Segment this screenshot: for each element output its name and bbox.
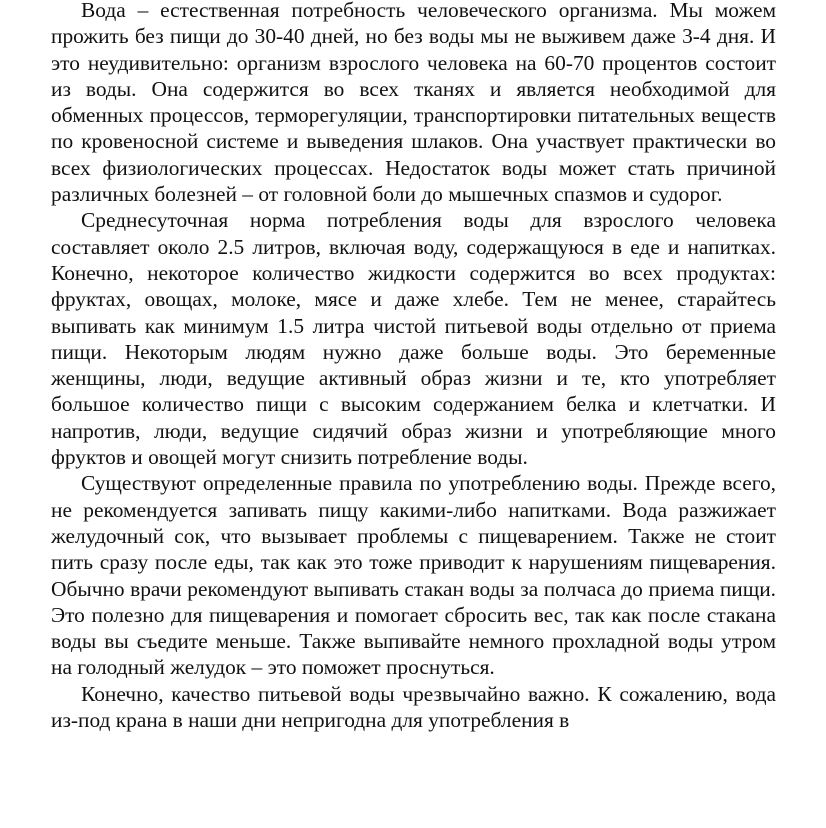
paragraph-water-importance: Вода – естественная потребность человеческого организма. Мы можем прожить без пищи до 30-40 дней, но без воды мы не выживем даже 3-4 дня. И это неудивительно: организм взрослого человека на 60-70 процентов состоит из воды. Она содержится во всех тканях и является необходимой для обменных процессов, терморегуляции, транспортировки питательных веществ по кровеносной системе и выведения шлаков. Она участвует практически во всех физиологических процессах. Недостаток воды может стать причиной различных болезней – от головной боли до мышечных спазмов и судорог.	[51, 0, 776, 207]
paragraph-water-quality: Конечно, качество питьевой воды чрезвычайно важно. К сожалению, вода из-под крана в наши дни непригодна для употребления в	[51, 681, 776, 733]
paragraph-drinking-rules: Существуют определенные правила по употреблению воды. Прежде всего, не рекомендуется запивать пищу какими-либо напитками. Вода разжижает желудочный сок, что вызывает проблемы с пищеварением. Также не стоит пить сразу после еды, так как это тоже приводит к нарушениям пищеварения. Обычно врачи рекомендуют выпивать стакан воды за полчаса до приема пищи. Это полезно для пищеварения и помогает сбросить вес, так как после стакана воды вы съедите меньше. Также выпивайте немного прохладной воды утром на голодный желудок – это поможет проснуться.	[51, 471, 776, 680]
document-page	[51, 0, 776, 733]
paragraph-daily-norm: Среднесуточная норма потребления воды для взрослого человека составляет около 2.5 литров, включая воду, содержащуюся в еде и напитках. Конечно, некоторое количество жидкости содержится во всех продуктах: фруктах, овощах, молоке, мясе и даже хлебе. Тем не менее, старайтесь выпивать как минимум 1.5 литра чистой питьевой воды отдельно от приема пищи. Некоторым людям нужно даже больше воды. Это беременные женщины, люди, ведущие активный образ жизни и те, кто употребляет большое количество пищи с высоким содержанием белка и клетчатки. И напротив, люди, ведущие сидячий образ жизни и употребляющие много фруктов и овощей могут снизить потребление воды.	[51, 208, 776, 470]
